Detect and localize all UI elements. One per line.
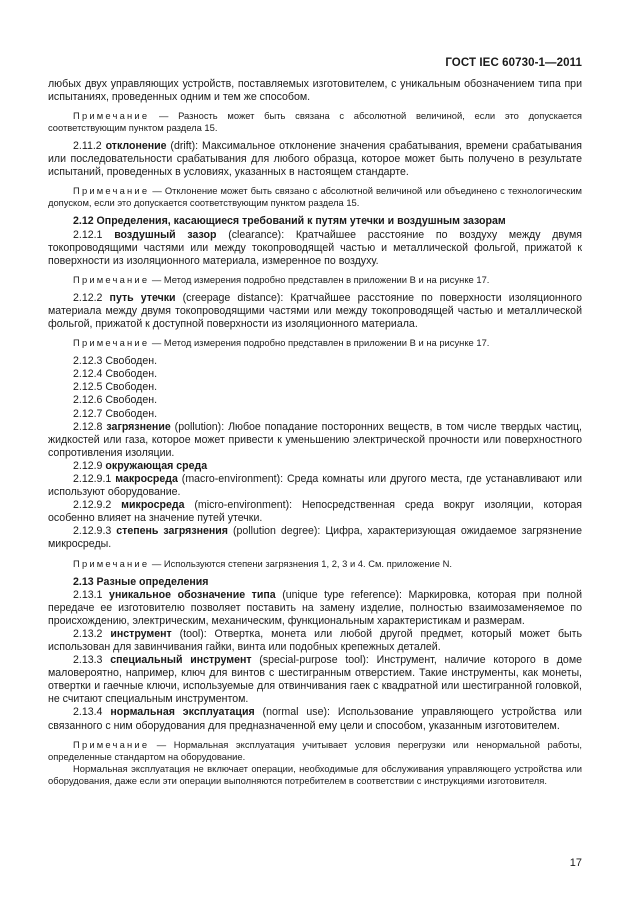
- clause-text: (clearance): Кратчайшее расстояние по воздуху между двумя токопроводящими частями или между токопроводящей частью и металлической фольгой, прижатой к поверхности из изоляционного материала, измеренное по воздуху.: [48, 228, 582, 267]
- paragraph-continued: любых двух управляющих устройств, поставляемых изготовителем, с уникальным обозначением типа при испытаниях, проведенных одним и тем же способом.: [48, 78, 582, 104]
- clause-number: 2.13.4: [73, 706, 103, 719]
- clause-term: макросреда: [115, 472, 178, 485]
- clause-text: (drift): Максимальное отклонение значения срабатывания, времени срабатывания или последовательности срабатывания для любого образца, которое может быть получено в результате испытаний, проведенных в условиях, указанных в настоящем стандарте.: [48, 140, 582, 179]
- clause-term: путь утечки: [109, 291, 176, 304]
- clause-text: (normal use): Использование управляющего устройства или связанного с ним оборудования для предназначенной ему цели и способом, указанным изготовителем.: [48, 706, 582, 732]
- clause-free: 2.12.5 Свободен.: [73, 381, 158, 394]
- clause-number: 2.13.3: [73, 654, 103, 667]
- note-text: — Используются степени загрязнения 1, 2, 3 и 4. См. приложение N.: [151, 557, 452, 569]
- clause-2-12-1: [48, 229, 582, 268]
- note-text: — Метод измерения подробно представлен в приложении В и на рисунке 17.: [151, 337, 490, 349]
- note-6: [48, 739, 582, 763]
- clause-2-12-9-2: [48, 499, 582, 525]
- page-number: 17: [569, 857, 582, 869]
- clause-term: окружающая среда: [105, 459, 208, 472]
- clause-term: нормальная эксплуатация: [110, 706, 255, 719]
- note-text: — Разность может быть связана с абсолютной величиной, если это допускается соответствующим пунктом раздела 15.: [48, 110, 582, 134]
- note-label: Примечание: [73, 273, 150, 285]
- clause-term: специальный инструмент: [110, 654, 252, 667]
- clause-term: степень загрязнения: [116, 525, 228, 538]
- note-label: Примечание: [73, 738, 150, 750]
- clause-number: 2.12.8: [73, 420, 103, 433]
- clause-free: 2.12.4 Свободен.: [73, 368, 158, 381]
- clause-text: (macro-environment): Среда комнаты или другого места, где устанавливают или используют оборудование.: [48, 472, 583, 499]
- clause-free: 2.12.6 Свободен.: [73, 394, 158, 407]
- clause-free: 2.12.7 Свободен.: [73, 407, 158, 420]
- note-label: Примечание: [73, 337, 150, 349]
- section-2-12-heading: 2.12 Определения, касающиеся требований к путям утечки и воздушным зазорам: [73, 215, 506, 228]
- page-content: [48, 78, 582, 787]
- clause-2-13-2: [48, 628, 582, 654]
- note-4: [48, 337, 582, 349]
- free-clauses: [48, 355, 582, 420]
- clause-2-12-9-3: [48, 525, 582, 551]
- clause-term: микросреда: [121, 499, 185, 512]
- clause-term: отклонение: [105, 140, 167, 153]
- clause-free: 2.12.3 Свободен.: [73, 355, 158, 368]
- note-label: Примечание: [73, 110, 150, 122]
- note-text: — Нормальная эксплуатация учитывает условия перегрузки или ненормальной работы, определенные стандартом на оборудование.: [48, 738, 582, 762]
- clause-2-13-1: [48, 589, 582, 628]
- note-2: [48, 185, 582, 209]
- clause-2-13-4: [48, 706, 582, 732]
- note-1: [48, 110, 582, 134]
- clause-number: 2.12.9.1: [73, 472, 112, 485]
- clause-number: 2.11.2: [73, 140, 102, 153]
- note-3: [48, 274, 582, 286]
- note-text: — Метод измерения подробно представлен в приложении В и на рисунке 17.: [151, 273, 490, 285]
- clause-number: 2.12.2: [73, 291, 103, 304]
- clause-number: 2.12.9.2: [73, 499, 112, 512]
- clause-2-12-9: [48, 460, 582, 473]
- clause-text: (pollution degree): Цифра, характеризующая ожидаемое загрязнение микросреды.: [48, 525, 582, 551]
- clause-text: (pollution): Любое попадание посторонних веществ, в том числе твердых частиц, жидкостей или газа, которое может привести к уменьшению электрической прочности или поверхностного сопротивления изоляции.: [48, 420, 582, 459]
- note-label: Примечание: [73, 557, 150, 569]
- clause-text: (unique type reference): Маркировка, которая при полной передаче ее изготовителю позволяет поставить на замену изделие, полностью взаимозаменяемое по происхождению, электрическим, механическим, функциональным характеристикам и размерам.: [48, 588, 582, 627]
- clause-number: 2.13.1: [73, 588, 103, 601]
- clause-text: (micro-environment): Непосредственная среда вокруг изоляции, которая особенно влияет на значение путей утечки.: [48, 499, 582, 525]
- clause-2-12-2: [48, 292, 582, 331]
- clause-number: 2.12.1: [73, 228, 103, 241]
- document-header: ГОСТ IEC 60730-1—2011: [445, 57, 582, 69]
- clause-term: воздушный зазор: [114, 228, 217, 241]
- clause-text: (creepage distance): Кратчайшее расстояние по поверхности изоляционного материала между двумя токопроводящими частями или между токопроводящей частью и металлической фольгой, прижатой к доступной поверхности из изоляционного материала.: [48, 291, 582, 331]
- note-6-continued: Нормальная эксплуатация не включает операции, необходимые для обслуживания управляющего устройства или оборудования, даже если эти операции выполняются потребителем в соответствии с инструкциями изготовителя.: [48, 762, 582, 786]
- note-text: — Отклонение может быть связано с абсолютной величиной или объединено с технологическим допуском, если это допускается соответствующим пунктом раздела 15.: [48, 185, 582, 209]
- clause-text: (special-purpose tool): Инструмент, наличие которого в доме маловероятно, например, ключ для винтов с шестигранным отверстием. Такие инструменты, как монеты, отвертки и гаечные ключи, используемые для отвинчивания гаек с квадратной или шестигранной головкой, не считают специальным инструментом.: [48, 654, 582, 706]
- clause-2-12-9-1: [48, 473, 582, 499]
- clause-text: (tool): Отвертка, монета или любой другой предмет, который может быть использован для завинчивания гайки, винта или подобных крепежных деталей.: [48, 627, 582, 653]
- clause-term: загрязнение: [106, 420, 171, 433]
- clause-number: 2.13.2: [73, 627, 103, 640]
- clause-term: инструмент: [110, 627, 172, 640]
- note-5: [48, 558, 582, 570]
- clause-2-11-2: [48, 140, 582, 179]
- clause-2-12-8: [48, 421, 582, 460]
- clause-number: 2.12.9: [73, 459, 103, 472]
- clause-number: 2.12.9.3: [73, 525, 112, 538]
- section-2-13-heading: 2.13 Разные определения: [73, 575, 209, 588]
- note-label: Примечание: [73, 185, 150, 197]
- clause-term: уникальное обозначение типа: [109, 588, 276, 601]
- clause-2-13-3: [48, 654, 582, 706]
